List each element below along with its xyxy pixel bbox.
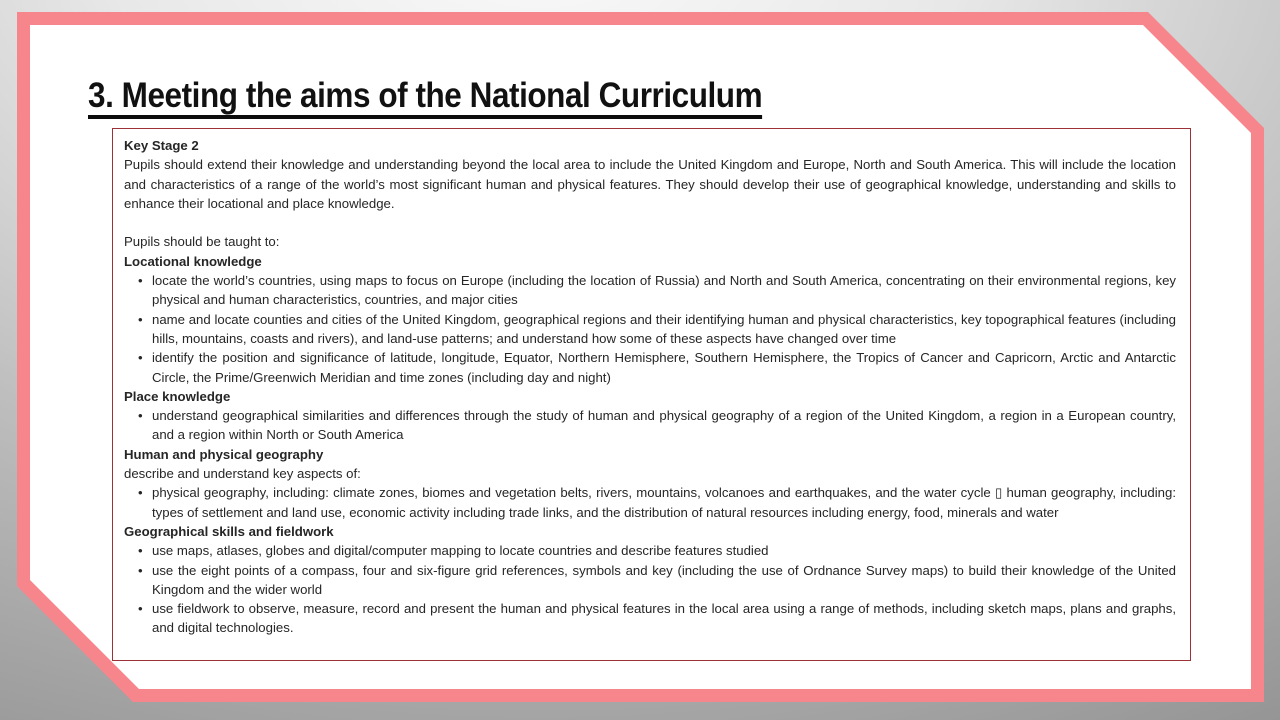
bullet-text: name and locate counties and cities of the United Kingdom, geographical regions and their identifying human and physical characteristics, key topographical features (including hills, mountains, coasts and rivers), and land-use patterns; and understand how some of these aspects have changed over time — [152, 311, 1176, 346]
bullet-text: locate the world’s countries, using maps to focus on Europe (including the location of Russia) and North and South America, concentrating on their environmental regions, key physical and human characteristics, countries, and major cities — [152, 273, 1176, 308]
bullet-icon: • — [138, 601, 143, 617]
bullet-icon: • — [138, 350, 143, 366]
bullet-text: identify the position and significance of latitude, longitude, Equator, Northern Hemisphere, Southern Hemisphere, the Tropics of Cancer and Capricorn, Arctic and Antarctic Circle, the Prime/Greenwich Meridian and time zones (including day and night) — [152, 350, 1176, 385]
bullet-text: use the eight points of a compass, four and six-figure grid references, symbols and key (including the use of Ordnance Survey maps) to build their knowledge of the United Kingdom and the wider world — [152, 562, 1176, 597]
bullet-icon: • — [138, 562, 143, 578]
section-heading: Geographical skills and fieldwork — [124, 523, 334, 539]
bullet-icon: • — [138, 273, 143, 289]
bullet-item — [124, 348, 1176, 387]
blank-line — [124, 213, 1176, 232]
bullet-text: understand geographical similarities and differences through the study of human and physical geography of a region of the United Kingdom, a region in a European country, and a region within North or South America — [152, 408, 1176, 443]
bullet-item — [124, 310, 1176, 349]
bullet-item — [124, 541, 1176, 560]
section-heading: Human and physical geography — [124, 446, 324, 462]
bullet-item — [124, 561, 1176, 600]
bullet-item — [124, 271, 1176, 310]
bullet-text: use maps, atlases, globes and digital/computer mapping to locate countries and describe features studied — [152, 543, 769, 559]
bullet-text: physical geography, including: climate zones, biomes and vegetation belts, rivers, mountains, volcanoes and earthquakes, and the water cycle ▯ human geography, including: types of settlement and land use, economic activity including trade links, and the distribution of natural resources including energy, food, minerals and water — [152, 485, 1176, 520]
section-heading: Place knowledge — [124, 388, 231, 404]
text-line: Pupils should be taught to: — [124, 234, 280, 250]
text-line: describe and understand key aspects of: — [124, 466, 361, 482]
bullet-icon: • — [138, 311, 143, 327]
bullet-icon: • — [138, 408, 143, 424]
page-title: 3. Meeting the aims of the National Curriculum — [88, 76, 762, 119]
section-heading: Key Stage 2 — [124, 138, 199, 153]
bullet-icon: • — [138, 543, 143, 559]
content-panel — [112, 128, 1191, 661]
text-line: Pupils should extend their knowledge and understanding beyond the local area to include the United Kingdom and Europe, North and South America. This will include the location and characteristics of a range of the world’s most significant human and physical features. They should develop their use of geographical knowledge, understanding and skills to enhance their locational and place knowledge. — [124, 157, 1176, 211]
bullet-icon: • — [138, 485, 143, 501]
bullet-item — [124, 406, 1176, 445]
bullet-item — [124, 599, 1176, 638]
section-heading: Locational knowledge — [124, 253, 262, 269]
bullet-item — [124, 483, 1176, 522]
bullet-text: use fieldwork to observe, measure, record and present the human and physical features in the local area using a range of methods, including sketch maps, plans and graphs, and digital technologies. — [152, 601, 1176, 636]
